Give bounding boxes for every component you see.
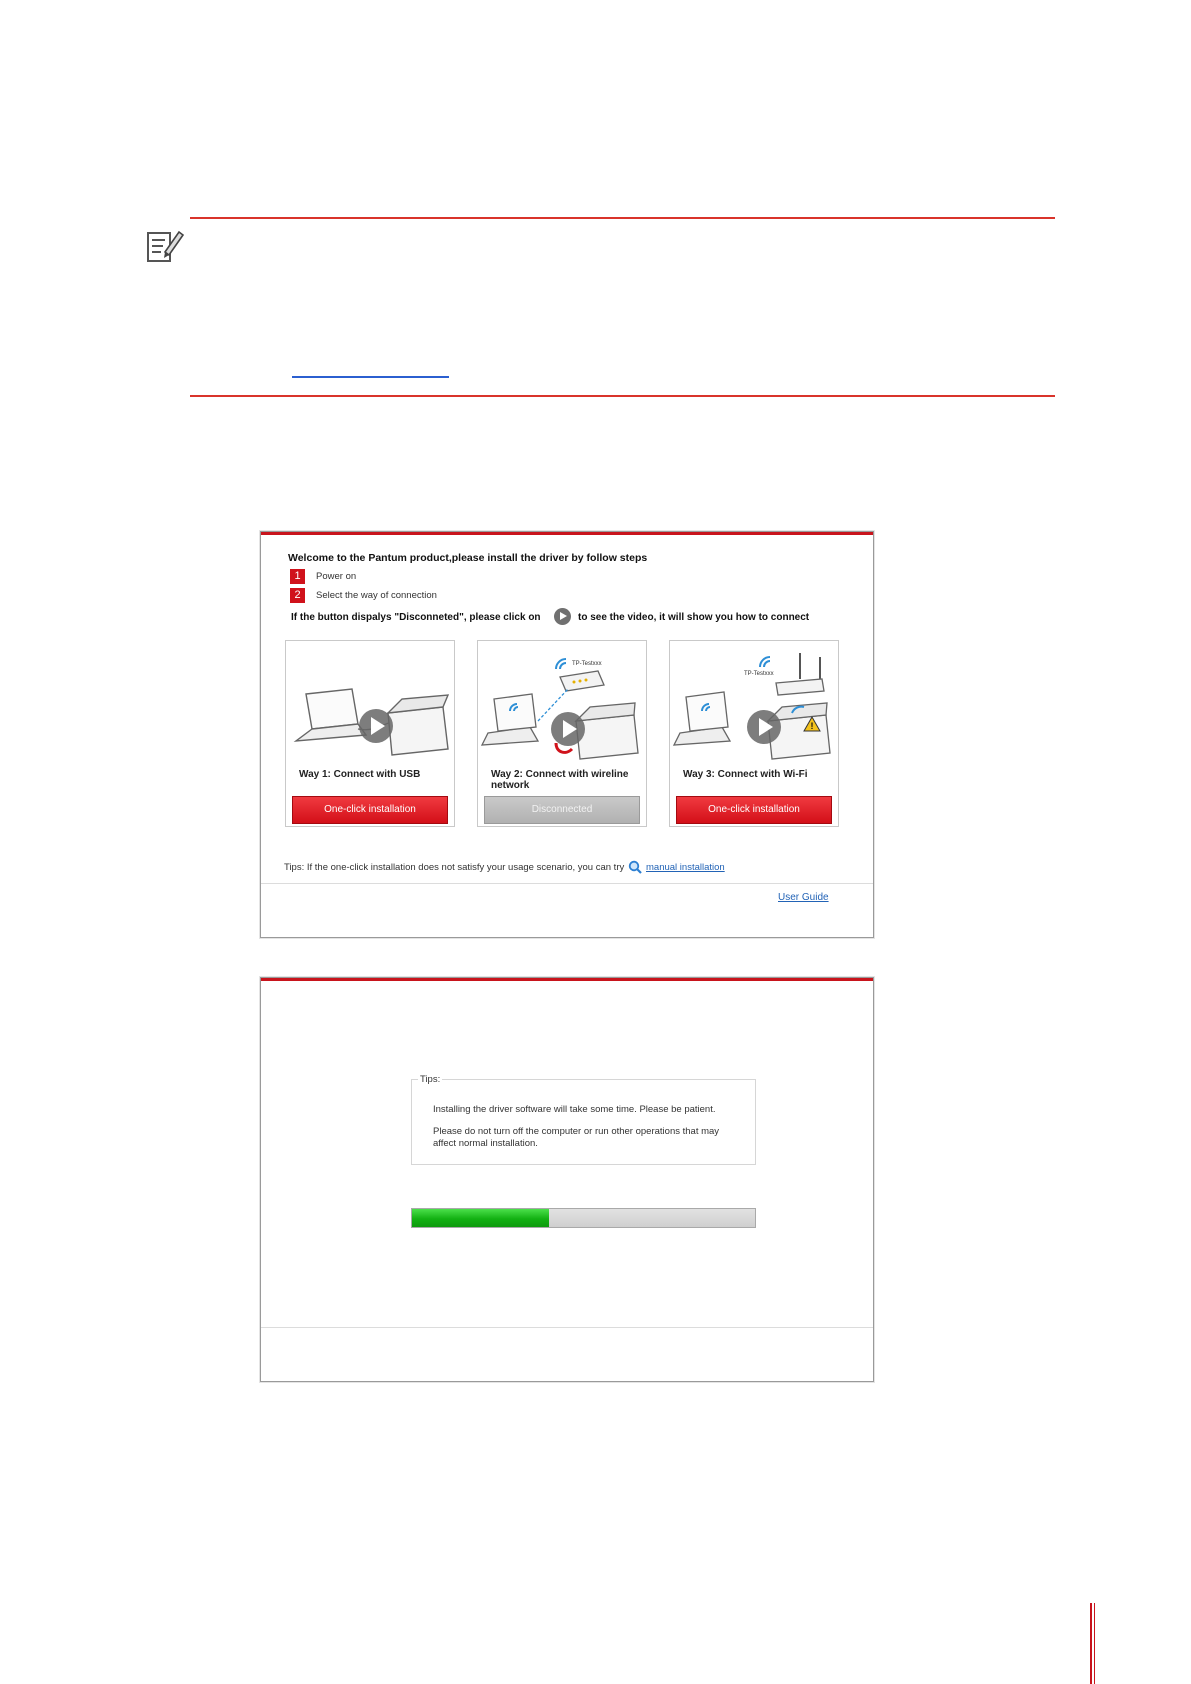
manual-installation-link[interactable]: manual installation [646,862,725,873]
wifi-install-button[interactable]: One-click installation [676,796,832,824]
progress-fill [412,1209,549,1227]
note-pencil-icon [145,226,185,266]
card-usb-title: Way 1: Connect with USB [299,769,421,780]
router-label: TP-Testxxx [572,661,602,667]
usb-connection-illustration [288,649,452,761]
router-label: TP-Testxxx [744,671,774,677]
installing-dialog [260,977,874,1382]
page-edge-bar [1090,1603,1092,1684]
tips-label: Tips: [420,1074,441,1085]
hint-text: If the button dispalys "Disconneted", please click on [291,612,541,623]
tips-line-patience: Installing the driver software will take some time. Please be patient. [433,1104,716,1115]
dialog-accent-bar [261,532,873,535]
wifi-connection-illustration [672,649,836,761]
usb-install-button[interactable]: One-click installation [292,796,448,824]
card-wifi-title: Way 3: Connect with Wi-Fi [683,769,808,780]
note-top-rule [190,217,1055,219]
wired-connection-illustration [480,649,644,761]
card-wired-title: Way 2: Connect with wireline network [491,769,629,791]
search-icon[interactable] [628,860,642,874]
connection-card-wifi [669,640,839,827]
tips-text: Tips: If the one-click installation does not satisfy your usage scenario, you can try [284,862,625,873]
connection-card-usb [285,640,455,827]
welcome-text: Welcome to the Pantum product,please install the driver by follow steps [288,552,648,564]
divider [261,1327,873,1328]
note-link-underline[interactable] [292,376,449,378]
note-bottom-rule [190,395,1055,397]
svg-text:!: ! [810,721,814,731]
page-edge-bar-thin [1094,1603,1095,1684]
wired-disconnected-button[interactable]: Disconnected [484,796,640,824]
connection-card-wired [477,640,647,827]
installer-welcome-dialog [260,531,874,938]
step-2-badge: 2 [290,588,305,603]
step-2-text: Select the way of connection [316,590,437,601]
hint-text-after: to see the video, it will show you how to connect [578,612,810,623]
tips-box [411,1074,756,1165]
play-video-icon[interactable] [554,608,571,625]
step-1-text: Power on [316,571,357,582]
dialog-accent-bar [261,978,873,981]
step-1-badge: 1 [290,569,305,584]
tips-line-warning: Please do not turn off the computer or run other operations that may affect normal installation. [433,1126,720,1149]
divider [261,883,873,884]
user-guide-link[interactable]: User Guide [778,892,829,903]
install-progress-bar [411,1208,756,1228]
